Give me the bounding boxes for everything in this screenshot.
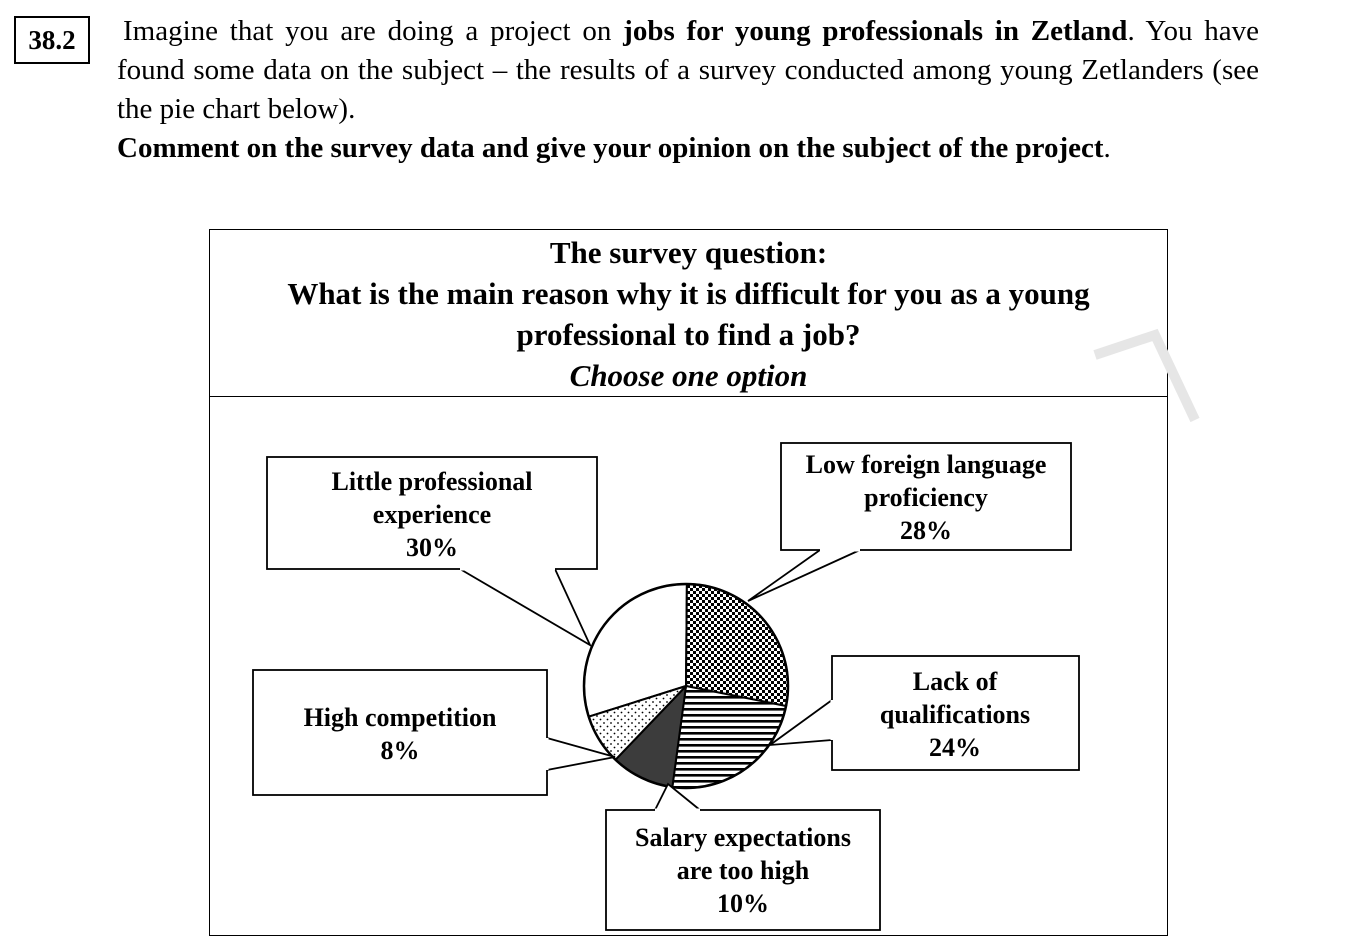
slice-value-little-experience: 30% [406,533,458,562]
survey-question-line2: professional to find a job? [516,317,861,352]
callout-low-language [781,443,1071,550]
slice-label-little-experience: experience [372,500,492,529]
slice-label-low-language: Low foreign language [805,450,1047,479]
callout-box-high-competition [253,670,547,795]
intro-part1: Imagine that you are doing a project on [123,15,624,47]
survey-instruction: Choose one option [569,358,808,393]
slice-value-low-language: 28% [900,516,952,545]
project-topic: jobs for young professionals in Zetland [623,15,1128,47]
slice-value-salary-expectations: 10% [717,889,769,918]
slice-label-salary-expectations: are too high [676,856,810,885]
callout-little-experience [267,457,597,569]
slice-value-high-competition: 8% [380,736,420,765]
comment-end: . [1103,132,1111,164]
slice-label-high-competition: High competition [303,703,497,732]
slice-label-lack-qualifications: Lack of [912,667,998,696]
task-number: 38.2 [14,16,90,64]
callout-salary-expectations [606,810,880,930]
slice-value-lack-qualifications: 24% [929,733,981,762]
callout-pointer-little-experience [460,569,590,645]
survey-heading: The survey question: [549,235,828,270]
slice-label-little-experience: Little professional [331,467,533,496]
intro-part2: . You have found some data on the subject – the results of a survey conducted among young Zetlanders (see the pie chart below). [117,15,1259,125]
callout-pointer-low-language [748,550,860,601]
pie-slice-low-language [686,584,788,706]
slice-label-low-language: proficiency [864,483,988,512]
slice-label-lack-qualifications: qualifications [879,700,1031,729]
callout-high-competition [253,670,547,795]
comment-instruction: Comment on the survey data and give your opinion on the subject of the project [117,132,1104,164]
callout-lack-qualifications [832,656,1079,770]
slice-label-salary-expectations: Salary expectations [635,823,851,852]
survey-question-line1: What is the main reason why it is difficult for you as a young [287,276,1090,311]
